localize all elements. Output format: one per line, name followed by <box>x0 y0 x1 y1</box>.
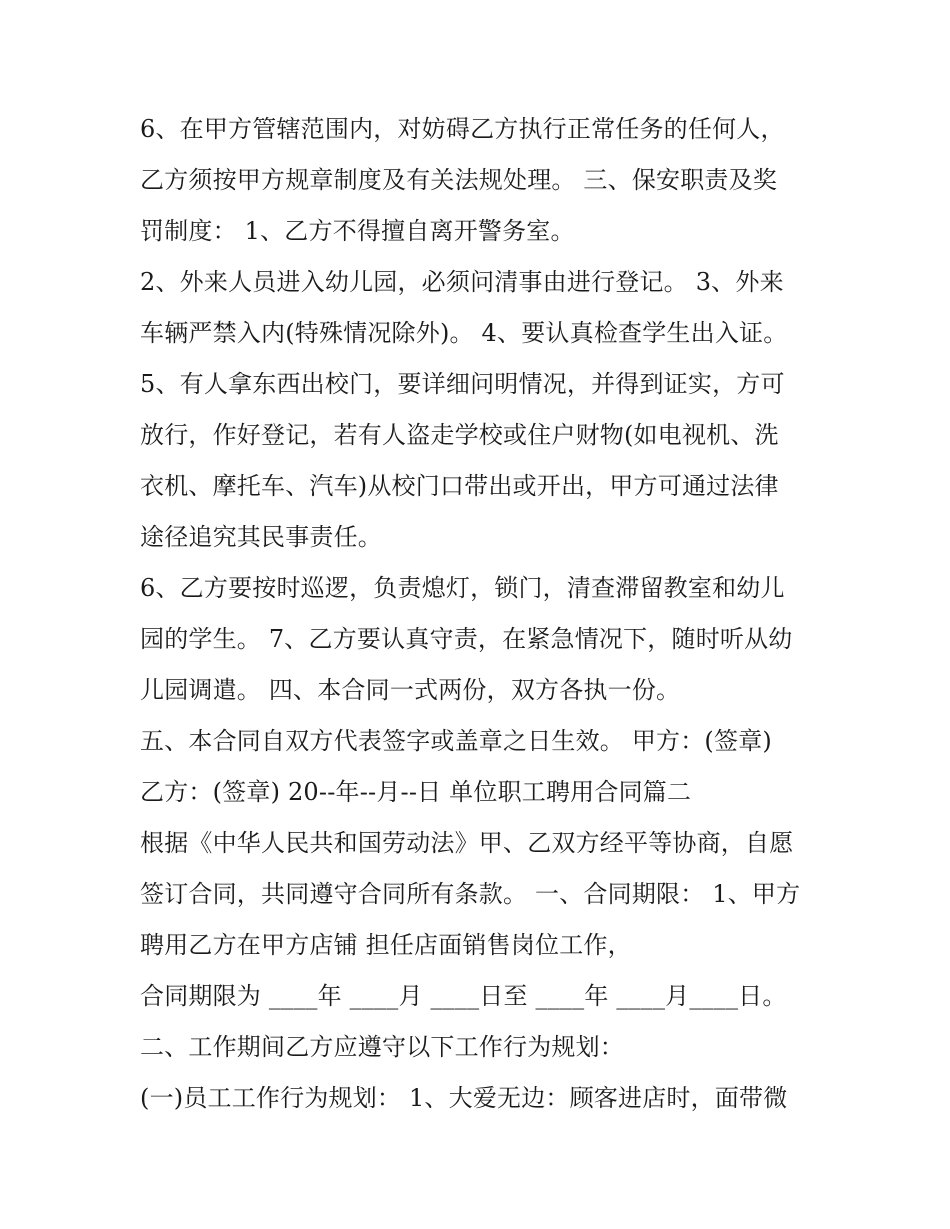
contract-text <box>140 104 830 1124</box>
text-line: 放行，作好登记，若有人盗走学校或住户财物(如电视机、洗 <box>140 421 779 449</box>
text-line: 6、在甲方管辖范围内，对妨碍乙方执行正常任务的任何人， <box>140 115 785 143</box>
text-line: 合同期限为 ____年 ____月 ____日至 ____年 ____月____日。 <box>140 982 787 1010</box>
text-line: 儿园调遣。 四、本合同一式两份，双方各执一份。 <box>140 676 681 704</box>
text-line: 乙方须按甲方规章制度及有关法规处理。 三、保安职责及奖 <box>140 166 778 194</box>
text-line: 五、本合同自双方代表签字或盖章之日生效。 甲方：(签章) <box>140 727 772 755</box>
text-line: 6、乙方要按时巡逻，负责熄灯，锁门，清查滞留教室和幼儿 <box>140 574 785 602</box>
text-line: 5、有人拿东西出校门，要详细问明情况，并得到证实，方可 <box>140 370 785 398</box>
text-line: (一)员工工作行为规划： 1、大爱无边：顾客进店时，面带微 <box>140 1084 788 1112</box>
text-line: 乙方：(签章) 20--年--月--日 单位职工聘用合同篇二 <box>140 778 692 806</box>
text-line: 衣机、摩托车、汽车)从校门口带出或开出，甲方可通过法律 <box>140 472 779 500</box>
text-line: 车辆严禁入内(特殊情况除外)。 4、要认真检查学生出入证。 <box>140 319 788 347</box>
text-line: 签订合同，共同遵守合同所有条款。 一、合同期限： 1、甲方 <box>140 880 801 908</box>
text-line: 途径追究其民事责任。 <box>140 523 382 551</box>
text-line: 罚制度： 1、乙方不得擅自离开警务室。 <box>140 217 575 245</box>
text-line: 二、工作期间乙方应遵守以下工作行为规划： <box>140 1033 624 1061</box>
text-line: 2、外来人员进入幼儿园，必须问清事由进行登记。 3、外来 <box>140 268 784 296</box>
text-line: 聘用乙方在甲方店铺 担任店面销售岗位工作， <box>140 931 632 959</box>
text-line: 根据《中华人民共和国劳动法》甲、乙双方经平等协商，自愿 <box>140 829 794 857</box>
text-line: 园的学生。 7、乙方要认真守责，在紧急情况下，随时听从幼 <box>140 625 793 653</box>
